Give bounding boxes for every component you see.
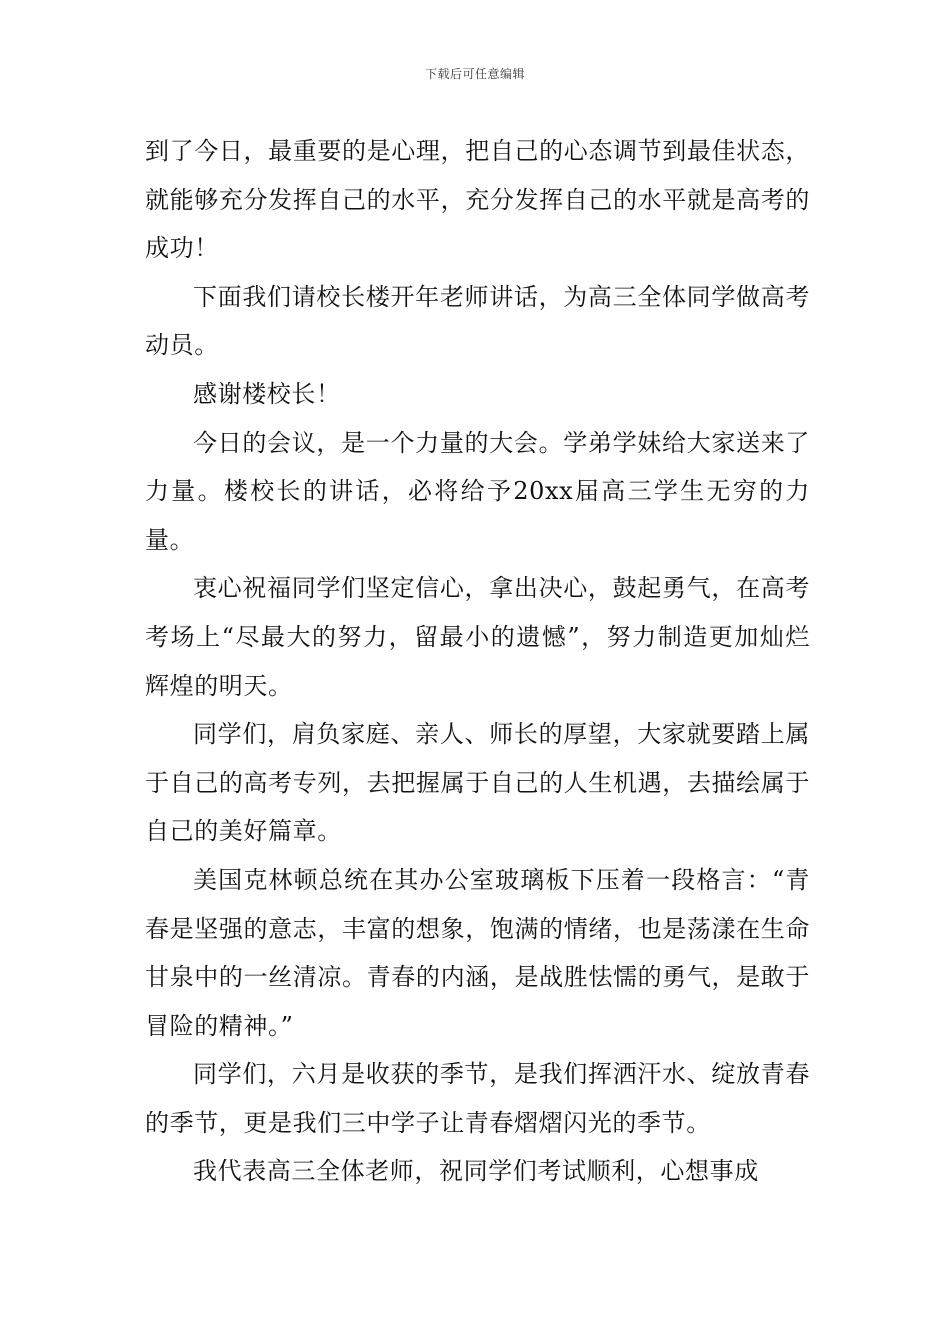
paragraph-4: 今日的会议，是一个力量的大会。学弟学妹给大家送来了力量。楼校长的讲话，必将给予20xx届高三学生无穷的力量。 (145, 428, 810, 554)
paragraph-8: 同学们，六月是收获的季节，是我们挥洒汗水、绽放青春的季节，更是我们三中学子让青春熠熠闪光的季节。 (145, 1060, 810, 1137)
paragraph-3: 感谢楼校长！ (193, 379, 341, 408)
paragraph-2: 下面我们请校长楼开年老师讲话，为高三全体同学做高考动员。 (145, 282, 810, 360)
paragraph-7: 美国克林顿总统在其办公室玻璃板下压着一段格言：“青春是坚强的意志，丰富的想象，饱满的情绪，也是荡漾在生命甘泉中的一丝清凉。青春的内涵，是战胜怯懦的勇气，是敢于冒险的精神。” (145, 865, 810, 1040)
document-body (145, 127, 810, 1196)
page-header-note: 下载后可任意编辑 (424, 67, 525, 81)
paragraph-9: 我代表高三全体老师，祝同学们考试顺利，心想事成 (193, 1157, 759, 1186)
paragraph-6: 同学们，肩负家庭、亲人、师长的厚望，大家就要踏上属于自己的高考专列，去把握属于自己的人生机遇，去描绘属于自己的美好篇章。 (145, 720, 810, 846)
paragraph-1: 到了今日，最重要的是心理，把自己的心态调节到最佳状态，就能够充分发挥自己的水平，充分发挥自己的水平就是高考的成功！ (145, 137, 810, 263)
paragraph-5: 衷心祝福同学们坚定信心，拿出决心，鼓起勇气，在高考考场上“尽最大的努力，留最小的遗憾”，努力制造更加灿烂辉煌的明天。 (145, 574, 810, 700)
